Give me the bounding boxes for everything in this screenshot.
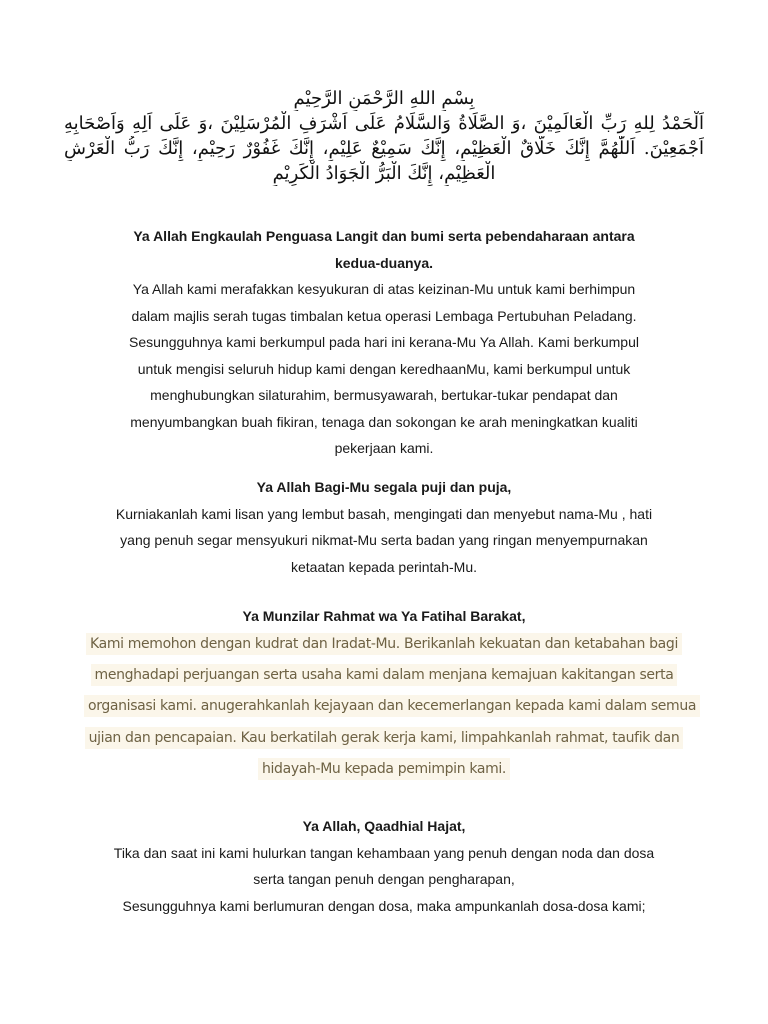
arabic-line-1: اَلْحَمْدُ لِلهِ رَبِّ الْعَالَمِيْنَ ،وَ الصَّلَاةُ وَالسَّلَامُ عَلَى اَشْرَفِ الْمُرْسَلِيْنَ ،وَ عَلَى اَلِهِ وَاَصْحَابِهِ xyxy=(64,113,704,134)
paragraph-line: untuk mengisi seluruh hidup kami dengan keredhaanMu, kami berkumpul untuk xyxy=(137,360,631,377)
paragraph-line: Sesungguhnya kami berkumpul pada hari ini kerana-Mu Ya Allah. Kami berkumpul xyxy=(129,334,639,350)
paragraph-line: Kurniakanlah kami lisan yang lembut basah, mengingati dan menyebut nama-Mu , hati xyxy=(115,505,653,522)
highlighted-line: organisasi kami. anugerahkanlah kejayaan dan kecemerlangan kepada kami dalam semua xyxy=(84,695,700,717)
section-munzilar-rahmat xyxy=(84,603,684,630)
arabic-opening-prayer xyxy=(64,86,704,186)
paragraph-line: menyumbangkan buah fikiran, tenaga dan sokongan ke arah meningkatkan kualiti xyxy=(130,413,638,430)
highlighted-paragraph xyxy=(84,629,697,785)
arabic-basmala: بِسْمِ اللهِ الرَّحْمَنِ الرَّحِيْمِ xyxy=(293,88,475,109)
paragraph-line: serta tangan penuh dengan pengharapan, xyxy=(253,871,515,887)
paragraph-line: Sesungguhnya kami berlumuran dengan dosa, maka ampunkanlah dosa-dosa kami; xyxy=(122,897,646,914)
section-heading: Ya Allah Engkaulah Penguasa Langit dan bumi serta pebendaharaan antara xyxy=(133,228,635,244)
section-qaadhial-hajat xyxy=(84,813,684,919)
section-heading: Ya Allah Bagi-Mu segala puji dan puja, xyxy=(256,479,512,495)
section-heading: Ya Allah, Qaadhial Hajat, xyxy=(302,818,466,834)
arabic-line-2: اَجْمَعِيْنَ. اَللّٰهُمَّ إِنَّكَ خَلَّاقٌ الْعَظِيْمِ، إِنَّكَ سَمِيْعٌ عَلِيْمٍ، إِنَّكَ غَفُوْرٌ رَحِيْمٍ، إِنَّكَ رَبُّ الْعَرْشِ xyxy=(64,138,704,159)
paragraph-line: yang penuh segar mensyukuri nikmat-Mu serta badan yang ringan menyempurnakan xyxy=(120,532,648,548)
section-puji-dan-puja xyxy=(84,474,684,580)
paragraph-line: ketaatan kepada perintah-Mu. xyxy=(290,558,477,575)
section-heading: Ya Munzilar Rahmat wa Ya Fatihal Barakat, xyxy=(242,608,526,624)
section-heading-continued: kedua-duanya. xyxy=(334,254,434,271)
highlighted-line: ujian dan pencapaian. Kau berkatilah gerak kerja kami, limpahkanlah rahmat, taufik dan xyxy=(85,727,684,749)
arabic-line-3: الْعَظِيْمِ، إِنَّكَ الْبَرُّ الْجَوَادُ الْكَرِيْمِ xyxy=(272,163,496,184)
highlighted-line: hidayah-Mu kepada pemimpin kami. xyxy=(258,758,510,780)
paragraph-line: pekerjaan kami. xyxy=(334,440,434,456)
highlighted-line: menghadapi perjuangan serta usaha kami dalam menjana kemajuan kakitangan serta xyxy=(91,664,678,686)
paragraph-line: menghubungkan silaturahim, bermusyawarah, bertukar-tukar pendapat dan xyxy=(150,387,618,403)
paragraph-line: Ya Allah kami merafakkan kesyukuran di atas keizinan-Mu untuk kami berhimpun xyxy=(132,281,636,297)
paragraph-line: Tika dan saat ini kami hulurkan tangan kehambaan yang penuh dengan noda dan dosa xyxy=(113,844,655,861)
paragraph-line: dalam majlis serah tugas timbalan ketua operasi Lembaga Pertubuhan Peladang. xyxy=(131,307,637,324)
section-penguasa-langit xyxy=(84,223,684,462)
highlighted-line: Kami memohon dengan kudrat dan Iradat-Mu. Berikanlah kekuatan dan ketabahan bagi xyxy=(86,633,682,655)
